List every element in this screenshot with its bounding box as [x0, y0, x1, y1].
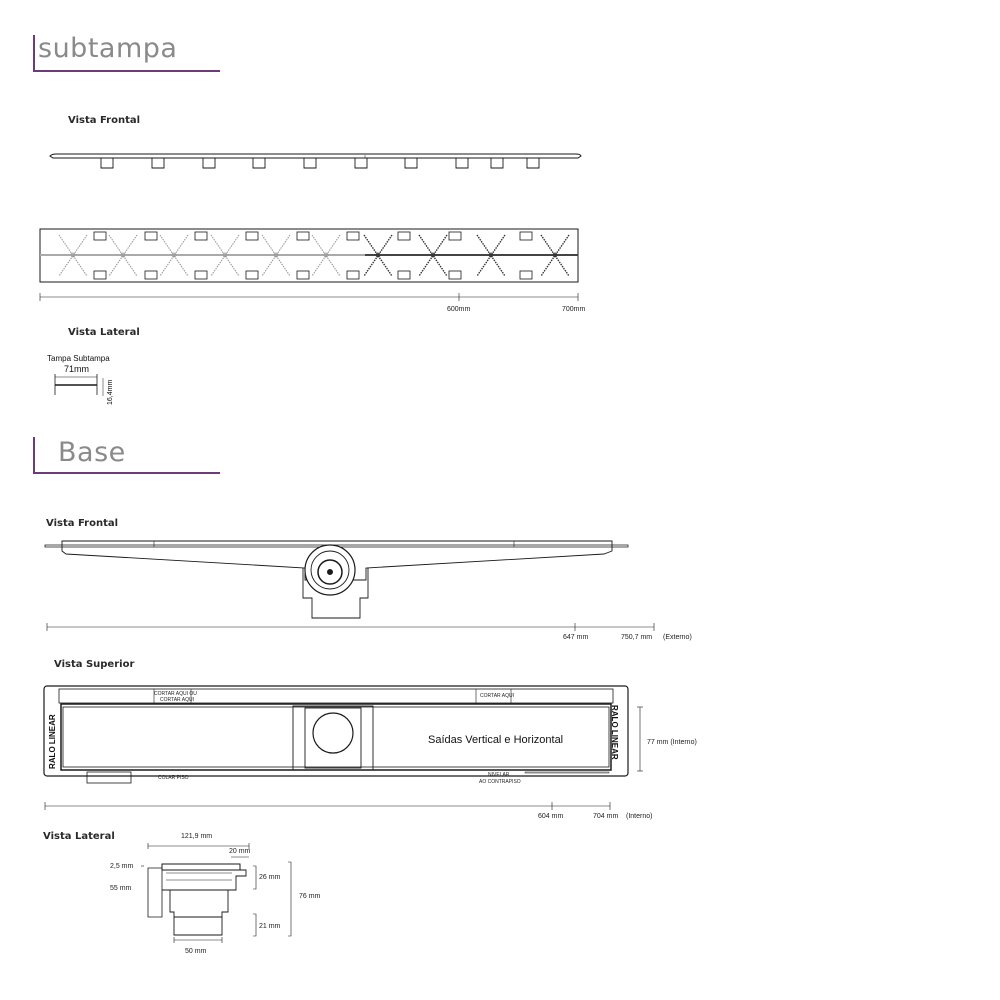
nivelar-label: NIVELAR — [488, 772, 510, 778]
dim-26mm: 26 mm — [259, 874, 281, 881]
subtampa-section-title: subtampa — [38, 33, 178, 64]
interno-label: (Interno) — [626, 813, 653, 820]
subtampa-front-tab — [456, 158, 468, 168]
subtampa-front-tab — [203, 158, 215, 168]
ralo-linear-right: RALO LINEAR — [610, 705, 619, 760]
dim-121-9mm: 121,9 mm — [181, 833, 213, 840]
tab-slot-lower — [449, 271, 461, 279]
base-front-view — [45, 541, 654, 631]
base-top-view — [44, 686, 643, 810]
tab-slot-upper — [398, 232, 410, 240]
subtampa-front-tab — [253, 158, 265, 168]
subtampa-top-view — [40, 229, 578, 282]
subtampa-front-view — [50, 154, 581, 168]
tampa-subtampa-caption: Tampa Subtampa — [47, 354, 110, 363]
tab-slot-upper — [520, 232, 532, 240]
base-section-title: Base — [58, 437, 126, 468]
subtampa-front-tab — [304, 158, 316, 168]
subtampa-front-tab — [152, 158, 164, 168]
dim-2-5mm: 2,5 mm — [110, 863, 134, 870]
dim-750-7mm: 750,7 mm — [621, 634, 653, 641]
tab-slot-lower — [94, 271, 106, 279]
base-vista-lateral-label: Vista Lateral — [43, 831, 115, 842]
ralo-linear-left: RALO LINEAR — [48, 714, 57, 769]
subtampa-front-tab — [101, 158, 113, 168]
dim-600mm: 600mm — [447, 306, 471, 313]
ao-contrapiso-label: AO CONTRAPISO — [479, 779, 521, 785]
cortar-aqui-right-label: CORTAR AQUI — [480, 693, 514, 699]
subtampa-vista-frontal-label: Vista Frontal — [68, 115, 141, 126]
tab-slot-upper — [145, 232, 157, 240]
colar-piso-label: COLAR PISO — [158, 775, 189, 781]
dim-76mm: 76 mm — [299, 893, 321, 900]
dim-55mm: 55 mm — [110, 885, 132, 892]
base-vista-superior-label: Vista Superior — [54, 659, 135, 670]
dim-50mm: 50 mm — [185, 948, 207, 955]
dim-20mm: 20 mm — [229, 848, 251, 855]
tab-slot-lower — [145, 271, 157, 279]
tab-slot-lower — [195, 271, 207, 279]
tab-slot-upper — [94, 232, 106, 240]
subtampa-dimension-line — [40, 293, 578, 301]
saidas-label: Saídas Vertical e Horizontal — [428, 734, 564, 746]
subtampa-front-tab — [405, 158, 417, 168]
tab-slot-lower — [520, 271, 532, 279]
dim-604mm: 604 mm — [538, 813, 564, 820]
tab-slot-lower — [347, 271, 359, 279]
tab-slot-upper — [195, 232, 207, 240]
tab-slot-upper — [297, 232, 309, 240]
dim-704mm: 704 mm — [593, 813, 619, 820]
subtampa-vista-lateral-label: Vista Lateral — [68, 327, 140, 338]
base-vista-frontal-label: Vista Frontal — [46, 518, 119, 529]
subtampa-front-tab — [491, 158, 503, 168]
dim-647mm: 647 mm — [563, 634, 589, 641]
drawing-labels — [47, 306, 697, 955]
tab-slot-upper — [449, 232, 461, 240]
tab-slot-lower — [398, 271, 410, 279]
externo-label: (Externo) — [663, 634, 692, 641]
cortar-aqui-ou-label: CORTAR AQUI OU — [154, 691, 197, 697]
subtampa-front-tab — [355, 158, 367, 168]
dim-71mm: 71mm — [64, 364, 90, 374]
cortar-aqui-left-label: CORTAR AQUI — [160, 697, 194, 703]
tab-slot-upper — [246, 232, 258, 240]
tab-slot-lower — [246, 271, 258, 279]
tab-slot-upper — [347, 232, 359, 240]
dim-16-4mm: 16,4mm — [107, 379, 114, 405]
dim-700mm: 700mm — [562, 306, 586, 313]
dim-21mm: 21 mm — [259, 923, 281, 930]
subtampa-front-tabs — [101, 158, 539, 168]
dim-77mm-interno: 77 mm (Interno) — [647, 739, 697, 746]
subtampa-side-view — [55, 374, 103, 396]
subtampa-front-tab — [527, 158, 539, 168]
tab-slot-lower — [297, 271, 309, 279]
